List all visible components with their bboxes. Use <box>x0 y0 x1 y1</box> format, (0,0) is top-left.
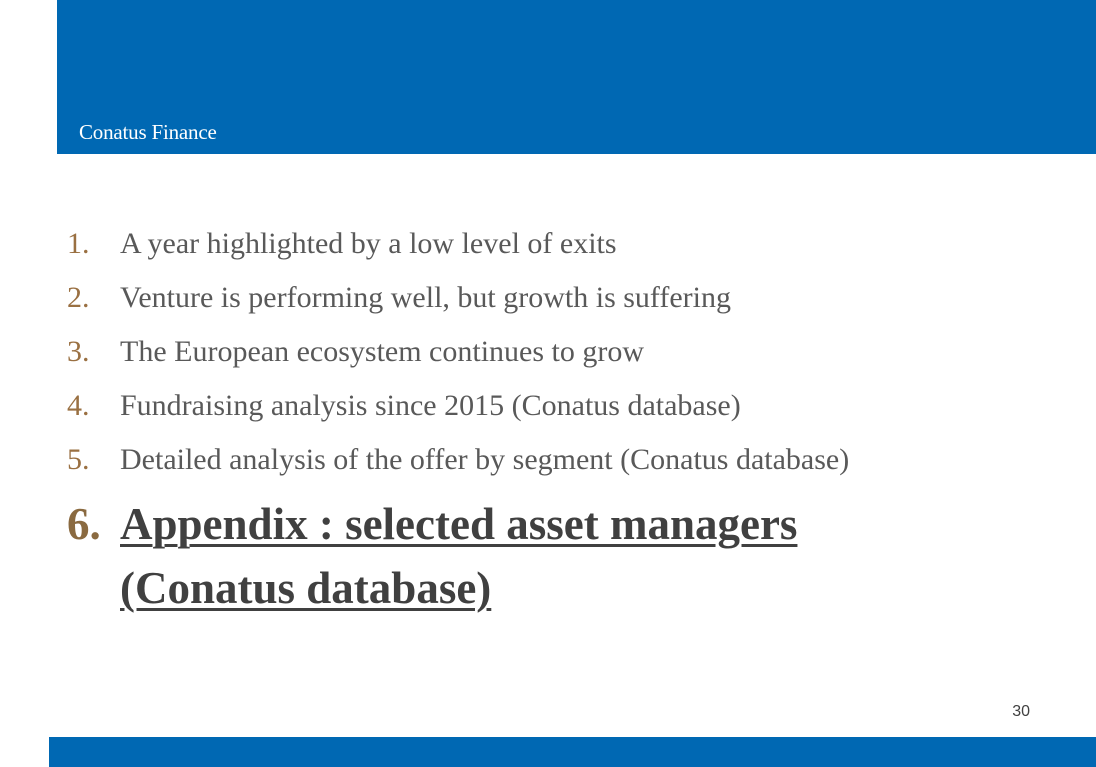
agenda-item-number: 5. <box>67 443 90 476</box>
agenda-item-text: Fundraising analysis since 2015 (Conatus database) <box>120 389 741 422</box>
footer-band <box>49 737 1096 767</box>
agenda-item-number: 6. <box>67 499 101 549</box>
agenda-item-text: Appendix : selected asset managers (Conatus database) <box>120 499 798 613</box>
agenda-item <box>67 438 1047 492</box>
agenda-item <box>67 330 1047 384</box>
agenda-item-number: 2. <box>67 281 90 314</box>
agenda-item-text: Venture is performing well, but growth is suffering <box>120 281 732 314</box>
agenda-item <box>67 276 1047 330</box>
header-band <box>57 0 1096 154</box>
agenda-list <box>67 222 1047 620</box>
agenda-item-text: A year highlighted by a low level of exits <box>120 227 617 260</box>
agenda-item-text: Detailed analysis of the offer by segment (Conatus database) <box>120 443 850 476</box>
brand-name: Conatus Finance <box>79 120 217 144</box>
agenda-item-number: 1. <box>67 227 90 260</box>
agenda-item-number: 4. <box>67 389 90 422</box>
agenda-item-current <box>67 492 1047 620</box>
agenda-item <box>67 384 1047 438</box>
agenda-item-number: 3. <box>67 335 90 368</box>
agenda-item <box>67 222 1047 276</box>
agenda-item-text: The European ecosystem continues to grow <box>120 335 645 368</box>
page-number: 30 <box>1012 703 1030 720</box>
